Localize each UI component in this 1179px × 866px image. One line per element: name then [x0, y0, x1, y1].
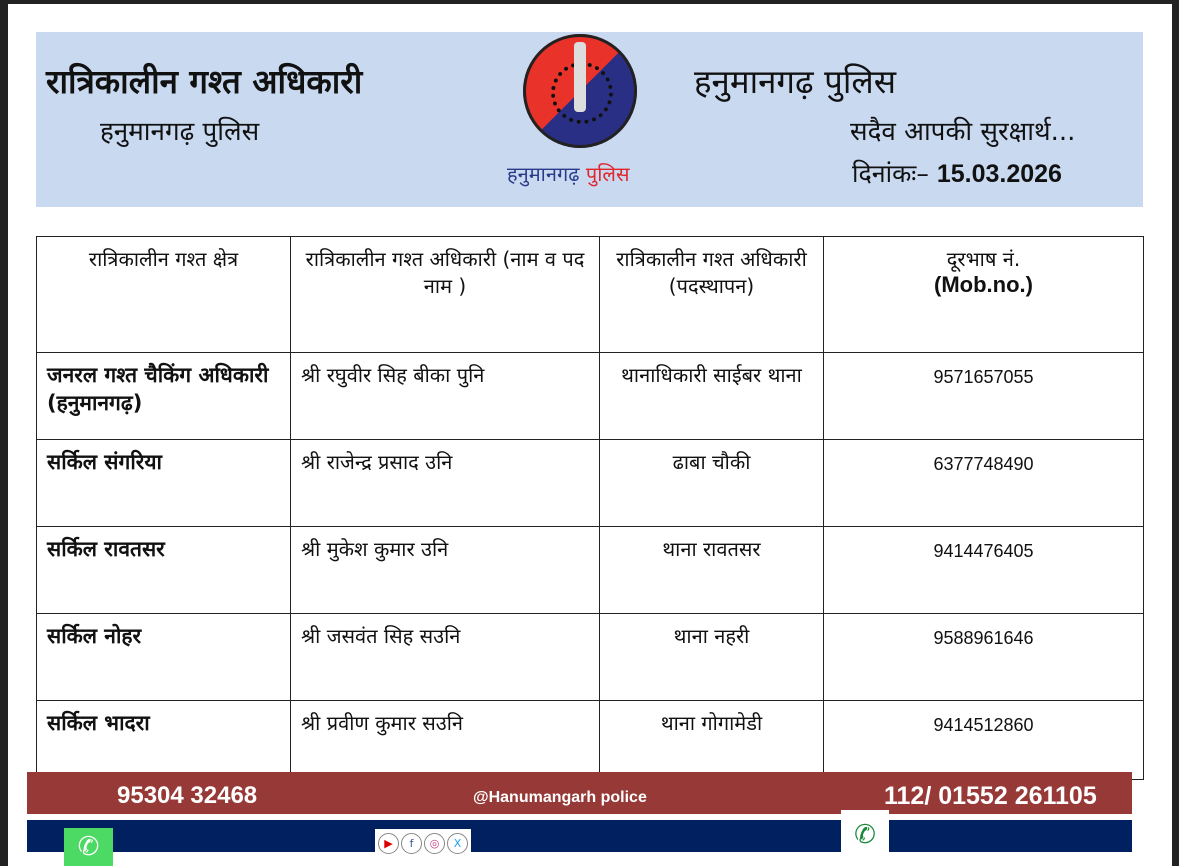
- cell-mobile: 9414512860: [824, 701, 1144, 780]
- logo-caption: हनुमानगढ़ पुलिस: [507, 162, 630, 186]
- table-row: [37, 353, 1144, 440]
- cell-mobile: 9588961646: [824, 614, 1144, 701]
- facebook-icon: f: [401, 833, 422, 854]
- subtitle-left: हनुमानगढ़ पुलिस: [100, 117, 260, 147]
- footer-blue-bar: [27, 820, 1132, 852]
- cell-posting: थानाधिकारी साईबर थाना: [600, 353, 824, 440]
- table-row: [37, 527, 1144, 614]
- cell-officer: श्री जसवंत सिह सउनि: [291, 614, 600, 701]
- date-line: दिनांकः– 15.03.2026: [852, 159, 1062, 188]
- cell-officer: श्री प्रवीण कुमार सउनि: [291, 701, 600, 780]
- whatsapp-icon: ✆: [64, 828, 113, 866]
- helpline-number: 112/ 01552 261105: [884, 782, 1097, 810]
- table-header-row: [37, 237, 1144, 353]
- cell-mobile: 9571657055: [824, 353, 1144, 440]
- whatsapp-number: 95304 32468: [117, 782, 258, 809]
- cell-area: सर्किल भादरा: [37, 701, 291, 780]
- col-posting: रात्रिकालीन गश्त अधिकारी (पदस्थापन): [600, 237, 824, 353]
- table-row: [37, 440, 1144, 527]
- cell-posting: थाना रावतसर: [600, 527, 824, 614]
- cell-mobile: 6377748490: [824, 440, 1144, 527]
- cell-officer: श्री मुकेश कुमार उनि: [291, 527, 600, 614]
- col-area: रात्रिकालीन गश्त क्षेत्र: [37, 237, 291, 353]
- tagline: सदैव आपकी सुरक्षार्थ...: [850, 117, 1076, 147]
- col-mobile: दूरभाष नं. (Mob.no.): [824, 237, 1144, 353]
- social-icons: [375, 829, 471, 857]
- instagram-icon: ◎: [424, 833, 445, 854]
- police-logo: [523, 34, 637, 148]
- cell-posting: ढाबा चौकी: [600, 440, 824, 527]
- x-icon: X: [447, 833, 468, 854]
- title-left: रात्रिकालीन गश्त अधिकारी: [46, 62, 363, 101]
- cell-area: सर्किल नोहर: [37, 614, 291, 701]
- cell-area: सर्किल संगरिया: [37, 440, 291, 527]
- phone-icon: ✆: [841, 810, 889, 866]
- table-row: [37, 701, 1144, 780]
- youtube-icon: ▶: [378, 833, 399, 854]
- table-row: [37, 614, 1144, 701]
- cell-officer: श्री राजेन्द्र प्रसाद उनि: [291, 440, 600, 527]
- cell-officer: श्री रघुवीर सिह बीका पुनि: [291, 353, 600, 440]
- cell-mobile: 9414476405: [824, 527, 1144, 614]
- patrol-table: [36, 236, 1144, 780]
- cell-posting: थाना गोगामेडी: [600, 701, 824, 780]
- cell-posting: थाना नहरी: [600, 614, 824, 701]
- title-right: हनुमानगढ़ पुलिस: [694, 62, 897, 101]
- cell-area: जनरल गश्त चैकिंग अधिकारी (हनुमानगढ़): [37, 353, 291, 440]
- social-handle: @Hanumangarh police: [473, 789, 647, 806]
- col-officer: रात्रिकालीन गश्त अधिकारी (नाम व पद नाम ): [291, 237, 600, 353]
- cell-area: सर्किल रावतसर: [37, 527, 291, 614]
